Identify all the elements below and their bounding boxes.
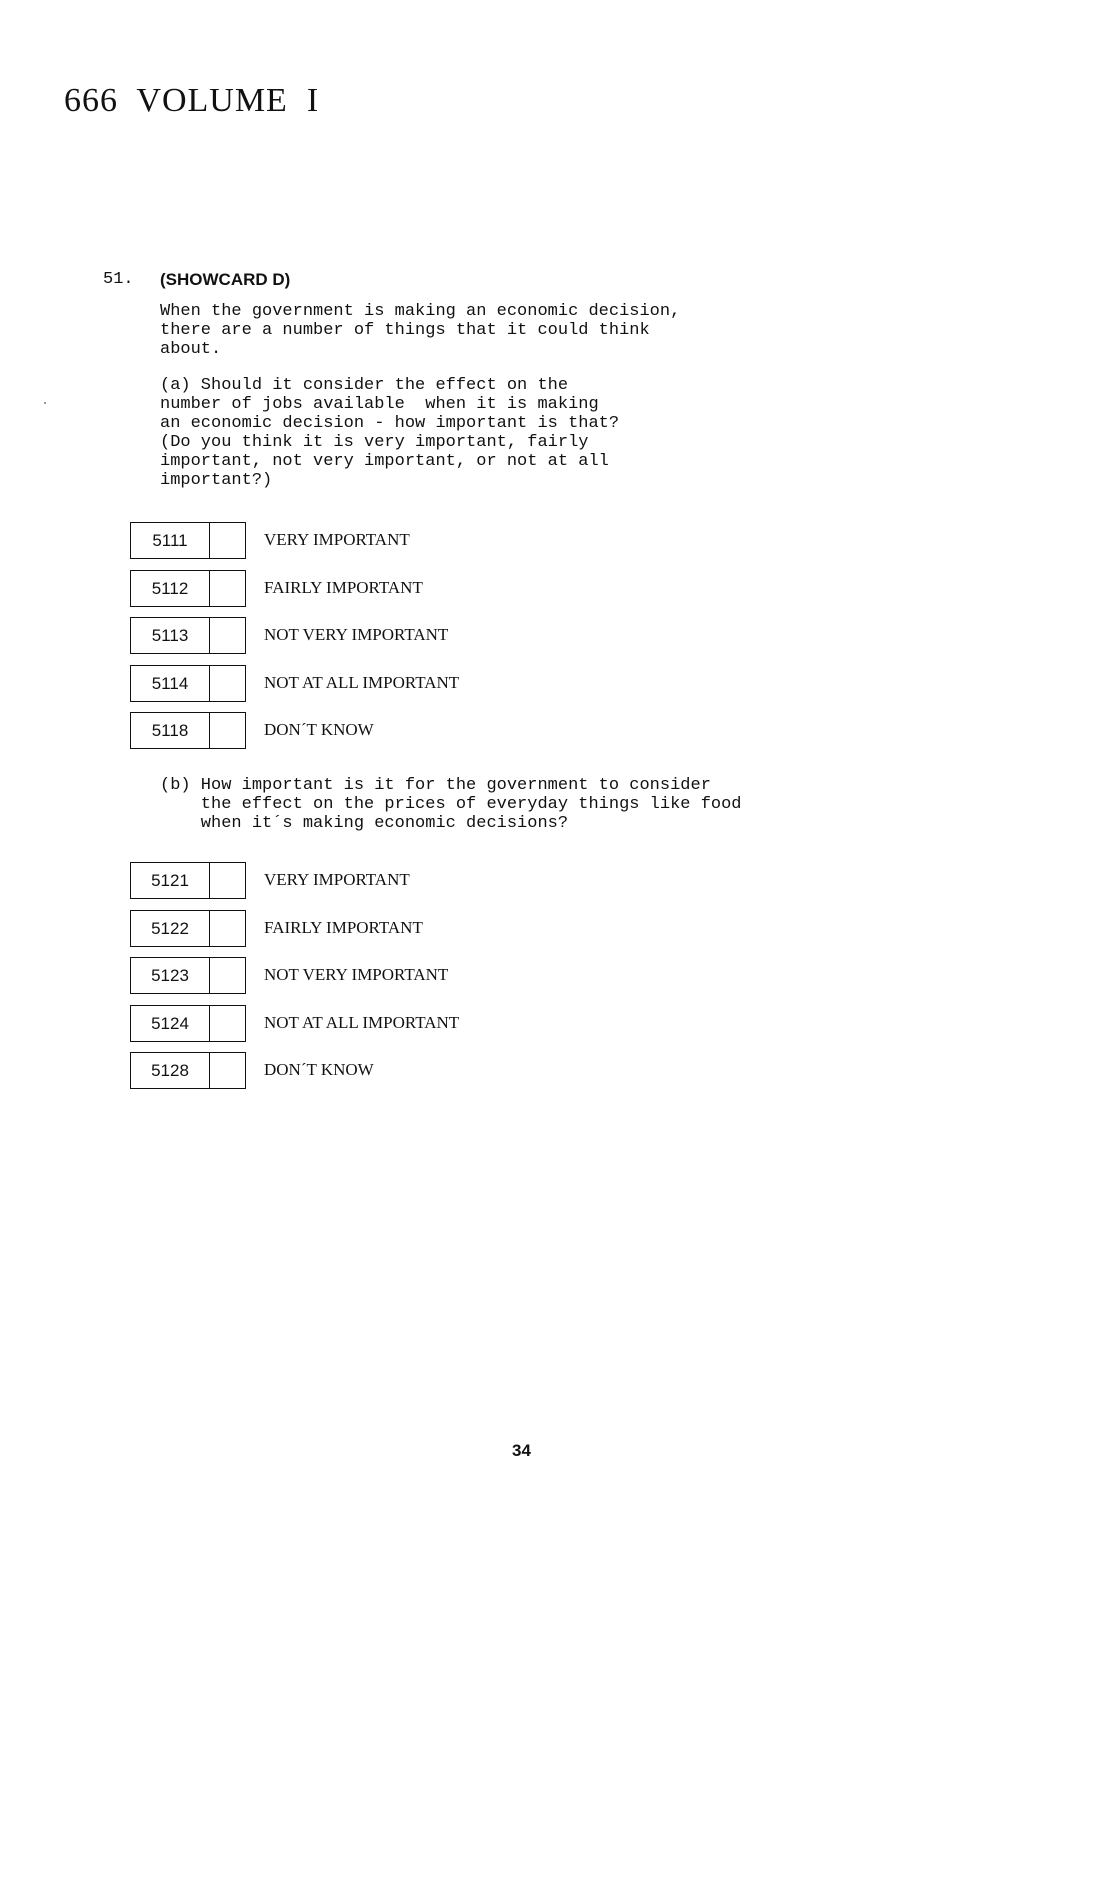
question-number: 51. (103, 270, 134, 289)
answer-checkbox[interactable] (210, 522, 246, 559)
answer-checkbox[interactable] (210, 712, 246, 749)
answer-label: DON´T KNOW (264, 1060, 374, 1079)
question-part-a: (a) Should it consider the effect on the number of jobs available when it is making an economic decision - how important is that? (Do you think it is very important, fairly important, not very important, or not at all important?) (160, 376, 620, 490)
answer-code: 5113 (130, 617, 210, 654)
answer-checkbox[interactable] (210, 910, 246, 947)
answer-label: NOT VERY IMPORTANT (264, 965, 449, 984)
answer-label: VERY IMPORTANT (264, 530, 410, 549)
answer-code: 5124 (130, 1005, 210, 1042)
showcard-tag: (SHOWCARD D) (160, 270, 291, 289)
answer-checkbox[interactable] (210, 957, 246, 994)
answer-checkbox[interactable] (210, 570, 246, 607)
answer-label: NOT AT ALL IMPORTANT (264, 673, 460, 692)
answer-label: FAIRLY IMPORTANT (264, 578, 423, 597)
answer-code: 5118 (130, 712, 210, 749)
answer-checkbox[interactable] (210, 617, 246, 654)
page-number: 34 (512, 1441, 531, 1460)
answer-checkbox[interactable] (210, 1005, 246, 1042)
question-part-b: (b) How important is it for the government to consider the effect on the prices of everyday things like food when it´s making economic decisions? (160, 776, 742, 833)
answer-label: FAIRLY IMPORTANT (264, 918, 423, 937)
answer-code: 5112 (130, 570, 210, 607)
answer-label: NOT VERY IMPORTANT (264, 625, 449, 644)
answer-code: 5123 (130, 957, 210, 994)
answer-label: NOT AT ALL IMPORTANT (264, 1013, 460, 1032)
answer-label: DON´T KNOW (264, 720, 374, 739)
volume-header: 666 VOLUME I (64, 82, 320, 119)
question-intro: When the government is making an economic decision, there are a number of things that it could think about. (160, 302, 681, 359)
answer-code: 5114 (130, 665, 210, 702)
answer-checkbox[interactable] (210, 862, 246, 899)
answer-label: VERY IMPORTANT (264, 870, 410, 889)
answer-code: 5122 (130, 910, 210, 947)
answer-code: 5121 (130, 862, 210, 899)
answer-checkbox[interactable] (210, 665, 246, 702)
answer-code: 5111 (130, 522, 210, 559)
answer-code: 5128 (130, 1052, 210, 1089)
answer-checkbox[interactable] (210, 1052, 246, 1089)
scan-speck (44, 402, 46, 404)
